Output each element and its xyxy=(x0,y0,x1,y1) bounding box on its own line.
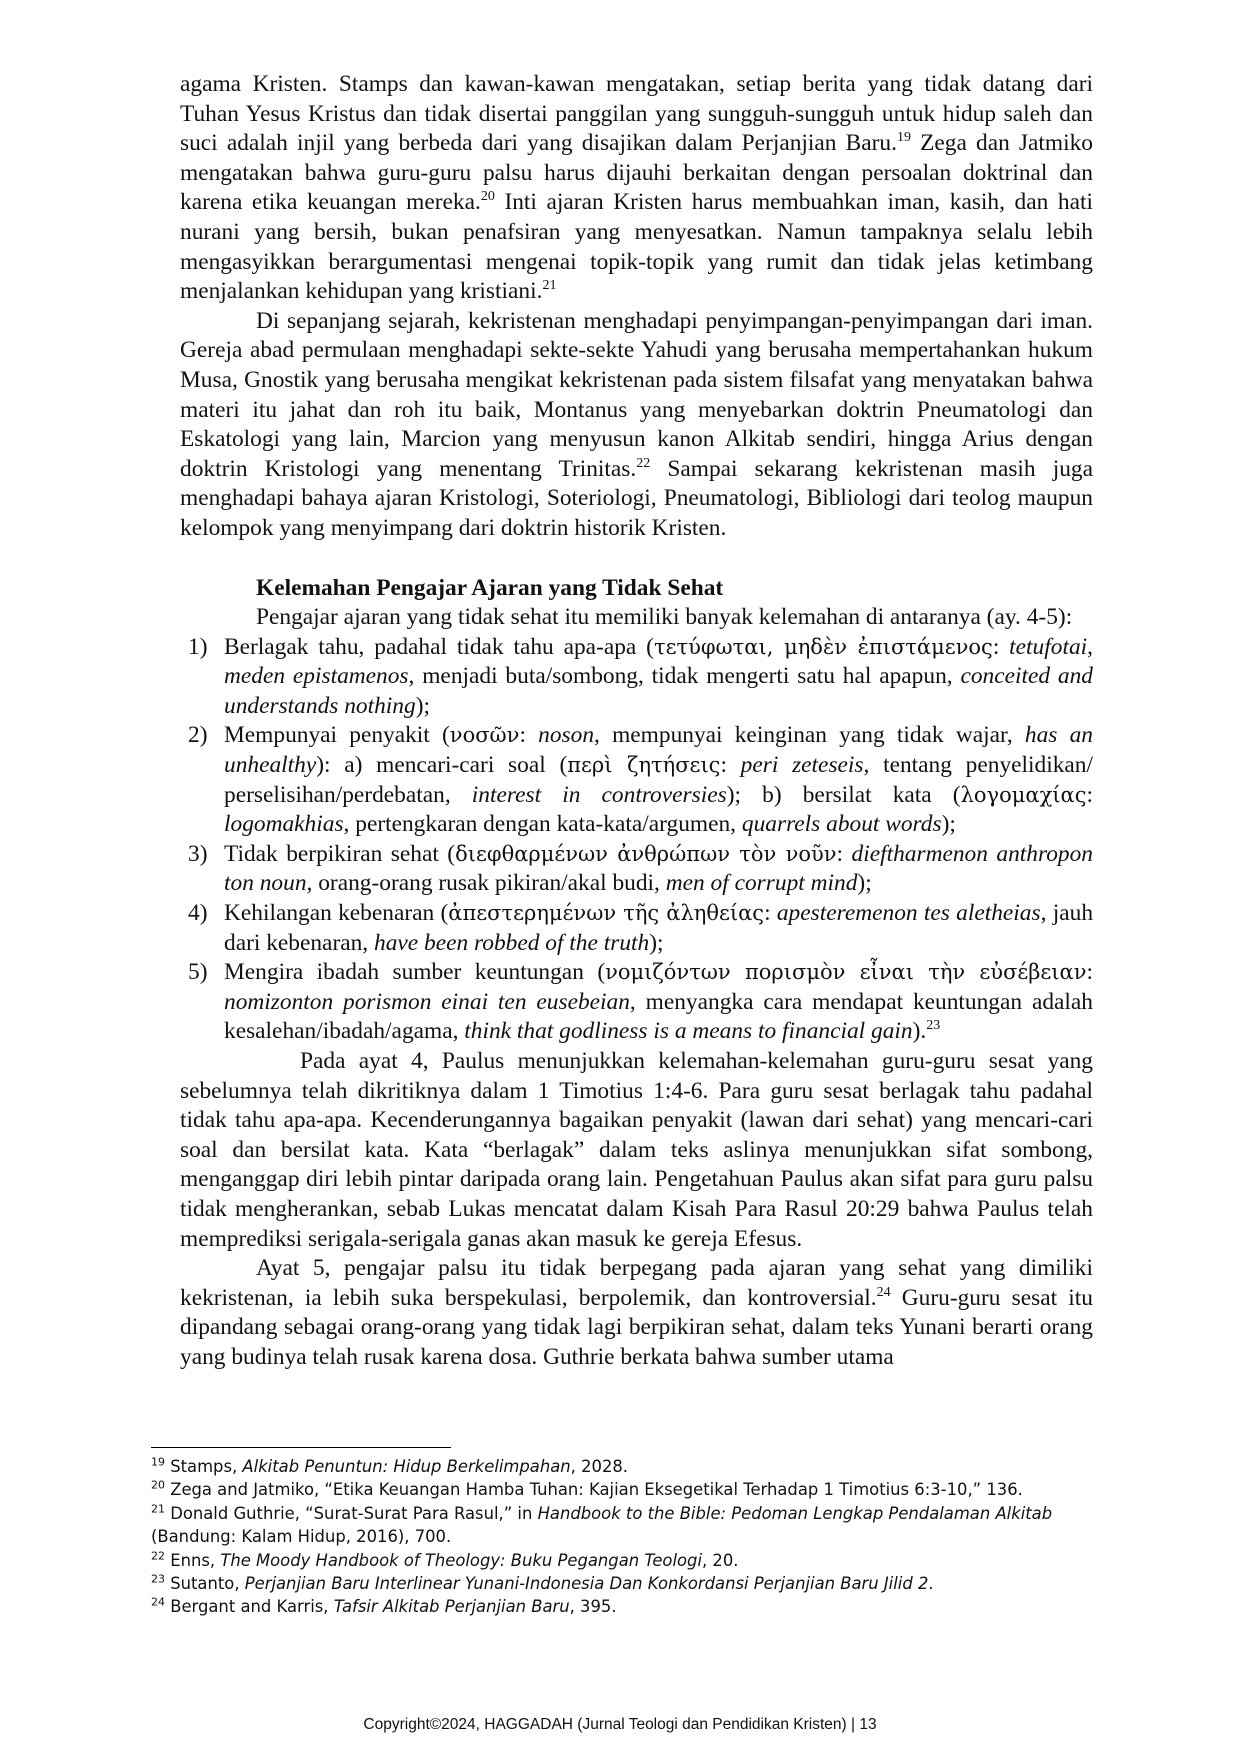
footnote-ref[interactable]: 19 xyxy=(896,130,911,146)
footnote: $^{22}$ Enns, The Moody Handbook of Theology: Buku Pegangan Teologi, 20. xyxy=(151,1549,739,1570)
paragraph: agama Kristen. Stamps dan kawan-kawan mengatakan, setiap berita yang tidak datang dari Tuhan Yesus Kristus dan tidak disertai panggilan yang sungguh-sungguh untuk hidup saleh dan suci adalah injil yang berbeda dari yang disajikan dalam Perjanjian Baru.$^{19}$ Zega dan Jatmiko mengatakan bahwa guru-guru palsu harus dijauhi berkaitan dengan persoalan doktrinal dan karena etika keuangan mereka.$^{20}$ Inti ajaran Kristen harus membuahkan iman, kasih, dan hati nurani yang bersih, bukan penafsiran yang menyesatkan. Namun tampaknya selalu lebih mengasyikkan berargumentasi mengenai topik-topik yang rumit dan tidak jelas ketimbang menjalankan kehidupan yang kristiani.$^{21}$ xyxy=(180,71,1093,305)
page-footer: Copyright©2024, HAGGADAH (Jurnal Teologi dan Pendidikan Kristen) | 13 xyxy=(363,1716,877,1733)
footnote-ref[interactable]: 23 xyxy=(926,1018,941,1034)
paragraph: Pada ayat 4, Paulus menunjukkan kelemahan-kelemahan guru-guru sesat yang sebelumnya telah dikritiknya dalam 1 Timotius 1:4-6. Para guru sesat berlagak tahu padahal tidak tahu apa-apa. Kecenderungannya bagaikan penyakit (lawan dari sehat) yang mencari-cari soal dan bersilat kata. Kata “berlagak” dalam teks aslinya menunjukkan sifat sombong, menganggap diri lebih pintar daripada orang lain. Pengetahuan Paulus akan sifat para guru palsu tidak mengherankan, sebab Lukas mencatat dalam Kisah Para Rasul 20:29 bahwa Paulus telah memprediksi serigala-serigala ganas akan masuk ke gereja Efesus. xyxy=(180,1048,1093,1252)
footnote: $^{19}$ Stamps, Alkitab Penuntun: Hidup Berkelimpahan, 2028. xyxy=(151,1455,629,1476)
footnote-ref[interactable]: 21 xyxy=(542,278,557,294)
list-item: 2) Mempunyai penyakit (νοσῶν: noson, mempunyai keinginan yang tidak wajar, has an unhealthy): a) mencari-cari soal (περὶ ζητήσεις: peri zeteseis, tentang penyelidikan/ perselisihan/perdebatan, interest in controversies); b) bersilat kata (λογομαχίας: logomakhias, pertengkaran dengan kata-kata/argumen, quarrels about words); xyxy=(188,722,1093,838)
greek-text: λογομαχίας xyxy=(960,782,1087,807)
list-intro: Pengajar ajaran yang tidak sehat itu memiliki banyak kelemahan di antaranya (ay. 4-5): xyxy=(256,604,1073,631)
paragraph: Di sepanjang sejarah, kekristenan menghadapi penyimpangan-penyimpangan dari iman. Gereja abad permulaan menghadapi sekte-sekte Yahudi yang berusaha mempertahankan hukum Musa, Gnostik yang berusaha mengikat kekristenan pada sistem filsafat yang menyatakan bahwa materi itu jahat dan roh itu baik, Montanus yang menyebarkan doktrin Pneumatologi dan Eskatologi yang lain, Marcion yang menyusun kanon Alkitab sendiri, hingga Arius dengan doktrin Kristologi yang menentang Trinitas.$^{22}$ Sampai sekarang kekristenan masih juga menghadapi bahaya ajaran Kristologi, Soteriologi, Pneumatologi, Bibliologi dari teolog maupun kelompok yang menyimpang dari doktrin historik Kristen. xyxy=(180,307,1093,541)
body-text xyxy=(180,70,1093,1373)
section-heading: Kelemahan Pengajar Ajaran yang Tidak Sehat xyxy=(256,574,724,601)
paragraph: Ayat 5, pengajar palsu itu tidak berpegang pada ajaran yang sehat yang dimiliki kekristenan, ia lebih suka berspekulasi, berpolemik, dan kontroversial.$^{24}$ Guru-guru sesat itu dipandang sebagai orang-orang yang tidak lagi berpikiran sehat, dalam teks Yunani berarti orang yang budinya telah rusak karena dosa. Guthrie berkata bahwa sumber utama xyxy=(180,1255,1093,1370)
footnote-ref[interactable]: 20 xyxy=(480,189,495,205)
footnote: $^{20}$ Zega and Jatmiko, “Etika Keuangan Hamba Tuhan: Kajian Eksegetikal Terhadap 1 Timotius 6:3-10,” 136. xyxy=(151,1478,1023,1500)
footnote-ref[interactable]: 24 xyxy=(876,1284,891,1300)
list-item: 1) Berlagak tahu, padahal tidak tahu apa-apa (τετύφωται, μηδὲν ἐπιστάμενος: tetufotai, meden epistamenos, menjadi buta/sombong, tidak mengerti satu hal apapun, conceited and understands nothing); xyxy=(188,633,1093,719)
weakness-list xyxy=(180,633,1093,1047)
greek-text: περὶ ζητήσεις xyxy=(567,753,721,778)
footnote-divider xyxy=(151,1447,451,1448)
footnote: $^{21}$ Donald Guthrie, “Surat-Surat Para Rasul,” in Handbook to the Bible: Pedoman Lengkap Pendalaman Alkitab (Bandung: Kalam Hidup, 2016), 700. xyxy=(151,1502,1053,1547)
footnote: $^{23}$ Sutanto, Perjanjian Baru Interlinear Yunani-Indonesia Dan Konkordansi Perjanjian Baru Jilid 2. xyxy=(151,1572,934,1594)
footnote: $^{24}$ Bergant and Karris, Tafsir Alkitab Perjanjian Baru, 395. xyxy=(151,1595,617,1617)
greek-text: νοσῶν xyxy=(449,723,520,748)
greek-text: τετύφωται, μηδὲν ἐπιστάμενος xyxy=(653,634,993,659)
list-item: 5) Mengira ibadah sumber keuntungan (νομιζόντων πορισμὸν εἶναι τὴν εὐσέβειαν: nomizonton porismon einai ten eusebeian, menyangka cara mendapat keuntungan adalah kesalehan/ibadah/agama, think that godliness is a means to financial gain).$^{23}$ xyxy=(188,959,1093,1045)
footnote-ref[interactable]: 22 xyxy=(636,455,651,471)
greek-text: διεφθαρμένων ἀνθρώπων τὸν νοῦν xyxy=(455,841,837,866)
footnotes xyxy=(151,1455,1101,1619)
list-item: 3) Tidak berpikiran sehat (διεφθαρμένων ἀνθρώπων τὸν νοῦν: dieftharmenon anthropon ton noun, orang-orang rusak pikiran/akal budi, men of corrupt mind); xyxy=(188,840,1093,897)
list-item: 4) Kehilangan kebenaran (ἀπεστερημένων τῆς ἀληθείας: apesteremenon tes aletheias, jauh dari kebenaran, have been robbed of the truth); xyxy=(188,900,1094,956)
greek-text: ἀπεστερημένων τῆς ἀληθείας xyxy=(448,901,765,926)
greek-text: νομιζόντων πορισμὸν εἶναι τὴν εὐσέβειαν xyxy=(605,960,1087,985)
